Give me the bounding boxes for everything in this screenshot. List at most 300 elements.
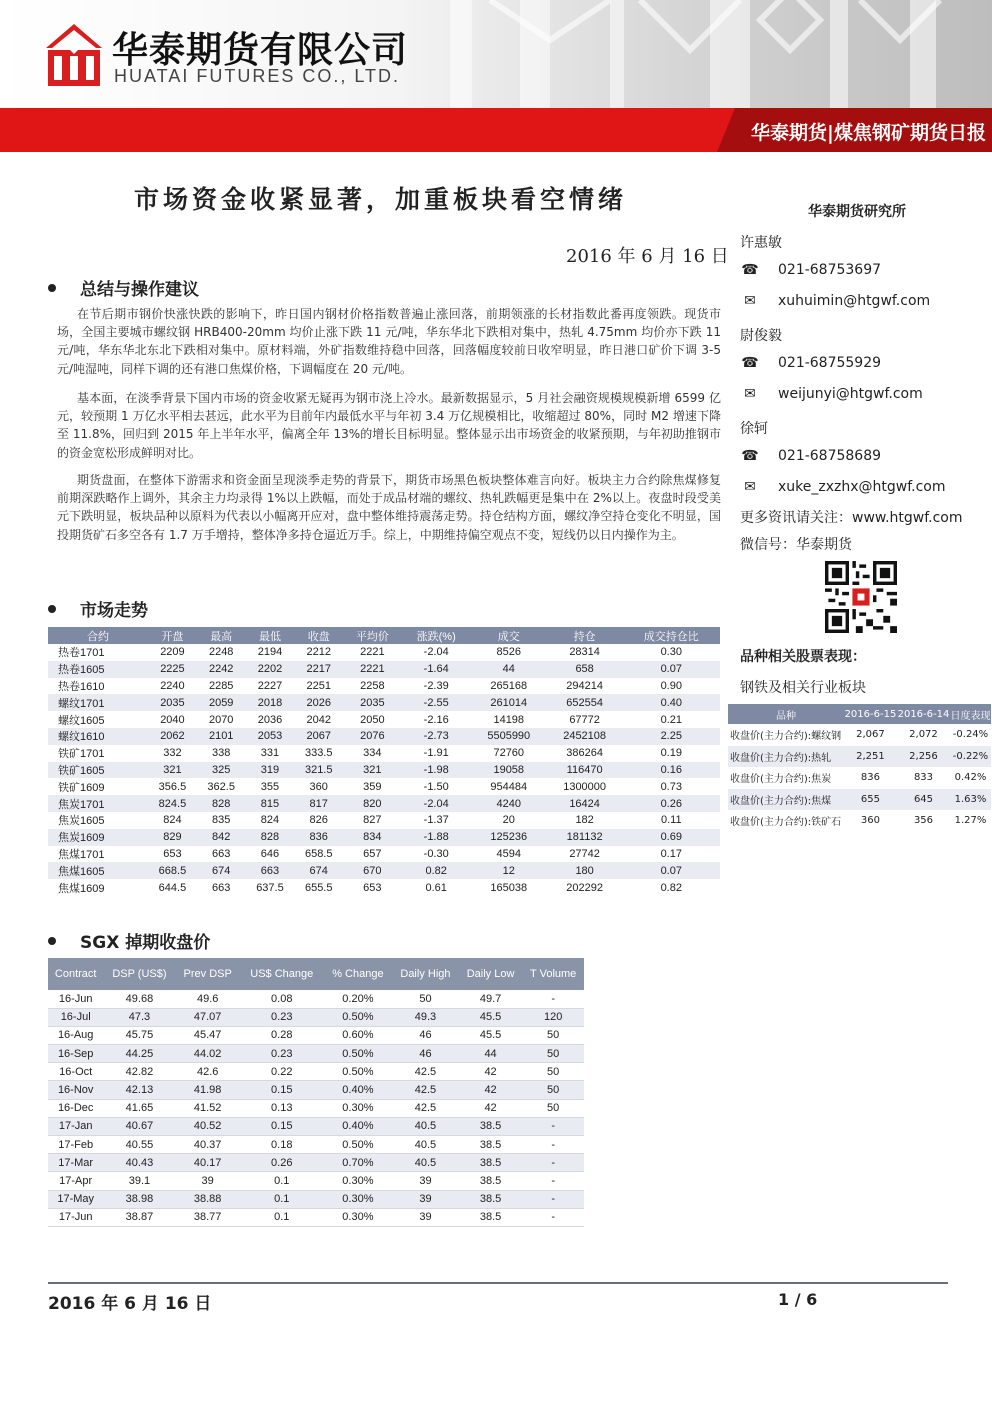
- table-cell: 38.5: [459, 1172, 522, 1190]
- table-cell: 0.15: [240, 1117, 324, 1135]
- table-cell: 50: [392, 990, 459, 1008]
- table-cell: 674: [197, 862, 246, 879]
- sgx-table: [48, 958, 584, 1227]
- table-cell: 0.13: [240, 1099, 324, 1117]
- table-cell: 49.6: [176, 990, 240, 1008]
- table-cell: 0.30%: [324, 1172, 392, 1190]
- table-cell: 2053: [246, 728, 295, 745]
- table-row: [48, 661, 720, 678]
- table-cell: 42.82: [103, 1063, 175, 1081]
- table-row: [48, 711, 720, 728]
- table-cell: 331: [260, 747, 280, 760]
- table-cell: 0.30%: [324, 1099, 392, 1117]
- table-cell: -: [522, 1117, 584, 1135]
- table-cell: -1.64: [402, 661, 471, 678]
- table-cell: 45.47: [176, 1026, 240, 1044]
- analyst-email[interactable]: ✉ xuke_zxzhx@htgwf.com: [740, 479, 945, 495]
- table-cell: 38.77: [176, 1208, 240, 1226]
- table-cell: 50: [522, 1099, 584, 1117]
- table-cell: 0.1: [240, 1208, 324, 1226]
- table-cell: 0.50%: [324, 1136, 392, 1154]
- table-cell: -: [522, 1190, 584, 1208]
- phone-icon: ☎: [741, 262, 759, 278]
- table-cell: 5505990: [471, 728, 547, 745]
- table-cell: 321.5: [294, 762, 343, 779]
- table-cell: 49.68: [103, 990, 175, 1008]
- table-cell: 668.5: [148, 862, 197, 879]
- sgx-table-header: [48, 958, 584, 990]
- table-cell: -: [522, 1136, 584, 1154]
- table-cell: 0.61: [425, 881, 447, 894]
- table-cell: 120: [522, 1008, 584, 1026]
- column-header: 合约: [48, 627, 148, 644]
- table-cell: 2040: [160, 713, 185, 726]
- table-cell: 40.5: [392, 1136, 459, 1154]
- table-cell: 45.75: [103, 1026, 175, 1044]
- table-cell: 39: [392, 1208, 459, 1226]
- table-cell: 954484: [490, 780, 528, 793]
- table-cell: 焦炭1605: [58, 815, 105, 828]
- company-name-en: HUATAI FUTURES CO., LTD.: [114, 66, 401, 86]
- page-number: 1 / 6: [778, 1290, 818, 1309]
- table-cell: 2,256: [897, 746, 950, 768]
- table-cell: 833: [913, 772, 934, 784]
- table-cell: 294214: [566, 679, 603, 692]
- table-cell: 2221: [343, 661, 401, 678]
- table-cell: 焦炭1609: [48, 829, 148, 846]
- table-row: [48, 795, 720, 812]
- table-cell: 41.52: [176, 1099, 240, 1117]
- table-cell: 2221: [360, 646, 385, 659]
- table-cell: 2062: [148, 728, 197, 745]
- analyst-name: 徐轲: [740, 421, 768, 437]
- table-cell: 0.42%: [954, 772, 987, 784]
- analyst-name: 尉俊毅: [740, 328, 782, 344]
- table-row: [48, 829, 720, 846]
- bullet-icon: [48, 284, 56, 292]
- column-header: 平均价: [343, 627, 401, 644]
- table-cell: 182: [575, 814, 594, 827]
- table-row: [48, 1008, 584, 1026]
- bullet-icon: [48, 605, 56, 613]
- report-date: 2016 年 6 月 16 日: [566, 246, 729, 267]
- table-cell: 2225: [148, 661, 197, 678]
- table-cell: 824: [163, 814, 182, 827]
- column-header: Prev DSP: [176, 958, 240, 990]
- table-cell: 72760: [493, 747, 525, 760]
- section-title: SGX 掉期收盘价: [80, 933, 211, 953]
- header-decoration-graphic: [430, 0, 992, 108]
- table-cell: 38.5: [459, 1208, 522, 1226]
- table-row: [48, 846, 720, 863]
- table-row: [48, 762, 720, 779]
- table-cell: 652554: [547, 694, 623, 711]
- sgx-table-body: [48, 990, 584, 1226]
- table-cell: 2035: [343, 694, 401, 711]
- table-cell: -0.24%: [952, 729, 989, 741]
- column-header: Daily Low: [459, 958, 522, 990]
- analyst-phone: ☎ 021-68755929: [741, 355, 882, 371]
- table-cell: 1300000: [563, 780, 607, 793]
- table-cell: 49.7: [459, 990, 522, 1008]
- phone-icon: ☎: [741, 448, 759, 464]
- table-cell: 焦煤1605: [48, 862, 148, 879]
- table-cell: 829: [148, 829, 197, 846]
- column-header: 品种: [728, 704, 844, 724]
- table-cell: 0.19: [660, 747, 682, 760]
- table-cell: 646: [260, 847, 280, 860]
- table-cell: 824.5: [148, 795, 197, 812]
- report-title: 市场资金收紧显著，加重板块看空情绪: [134, 185, 628, 214]
- table-cell: 828: [197, 795, 246, 812]
- qr-code-icon[interactable]: [825, 561, 897, 633]
- table-cell: 0.21: [660, 713, 682, 726]
- table-cell: 2217: [294, 661, 343, 678]
- analyst-phone: ☎ 021-68758689: [741, 448, 882, 464]
- table-row: [48, 1045, 584, 1063]
- table-cell: 2,067: [856, 729, 885, 741]
- table-cell: 0.26: [623, 795, 720, 812]
- table-cell: 0.23: [240, 1045, 324, 1063]
- table-cell: 38.5: [459, 1136, 522, 1154]
- table-cell: 38.87: [103, 1208, 175, 1226]
- table-cell: 17-May: [48, 1190, 103, 1208]
- column-header: 日度表现: [950, 704, 991, 724]
- stock-section-subtitle: 钢铁及相关行业板块: [740, 680, 866, 696]
- table-cell: 16-Aug: [48, 1026, 103, 1044]
- analyst-email[interactable]: ✉ xuhuimin@htgwf.com: [740, 293, 930, 309]
- table-cell: 38.5: [459, 1154, 522, 1172]
- table-cell: 16-Nov: [48, 1081, 103, 1099]
- table-cell: 4240: [471, 795, 547, 812]
- market-table-header: [48, 627, 720, 644]
- table-cell: 收盘价(主力合约):热轧: [728, 746, 844, 768]
- table-row: [48, 812, 720, 829]
- table-row: [48, 745, 720, 762]
- table-row: [48, 1154, 584, 1172]
- column-header: 持仓: [547, 627, 623, 644]
- table-cell: 40.55: [103, 1136, 175, 1154]
- table-cell: 28314: [569, 646, 600, 659]
- table-cell: 47.3: [103, 1008, 175, 1026]
- table-cell: 261014: [471, 694, 547, 711]
- table-cell: 360: [860, 815, 880, 827]
- table-row: [48, 728, 720, 745]
- column-header: Contract: [48, 958, 103, 990]
- envelope-icon: ✉: [744, 293, 756, 309]
- table-cell: 333.5: [304, 747, 333, 760]
- table-cell: 670: [343, 862, 401, 879]
- table-row: [48, 990, 584, 1008]
- table-cell: 842: [197, 829, 246, 846]
- table-cell: 0.15: [240, 1081, 324, 1099]
- table-row: [48, 1190, 584, 1208]
- table-row: [728, 746, 991, 768]
- table-cell: 收盘价(主力合约):螺纹钢: [730, 731, 842, 743]
- table-cell: 38.5: [459, 1190, 522, 1208]
- table-cell: 螺纹1610: [48, 728, 148, 745]
- table-cell: 0.30: [660, 646, 682, 659]
- table-cell: 44: [471, 661, 547, 678]
- table-cell: 12: [471, 862, 547, 879]
- table-cell: -1.50: [423, 780, 449, 793]
- table-cell: 827: [363, 814, 382, 827]
- table-cell: 0.11: [660, 814, 682, 827]
- table-cell: -2.04: [423, 646, 449, 659]
- table-cell: -: [522, 990, 584, 1008]
- phone-icon: ☎: [741, 355, 759, 371]
- table-cell: 674: [294, 862, 343, 879]
- column-header: 成交: [471, 627, 547, 644]
- table-cell: 2452108: [547, 728, 623, 745]
- stock-performance-table: [728, 704, 991, 832]
- table-cell: 42.6: [176, 1063, 240, 1081]
- table-cell: 0.50%: [324, 1008, 392, 1026]
- table-cell: 644.5: [158, 881, 187, 894]
- table-cell: -1.88: [402, 829, 471, 846]
- table-cell: 焦煤1609: [58, 882, 105, 895]
- table-cell: 39: [392, 1172, 459, 1190]
- table-cell: 0.28: [240, 1026, 324, 1044]
- table-cell: 356.5: [158, 780, 187, 793]
- table-row: [48, 1172, 584, 1190]
- table-cell: 16-Dec: [48, 1099, 103, 1117]
- column-header: US$ Change: [240, 958, 324, 990]
- table-cell: 663: [212, 881, 231, 894]
- table-cell: 360: [309, 780, 328, 793]
- table-row: [48, 694, 720, 711]
- table-cell: 17-Apr: [48, 1172, 103, 1190]
- table-cell: 663: [212, 847, 231, 860]
- page-header: [0, 0, 992, 152]
- table-cell: 2240: [160, 679, 185, 692]
- table-cell: -1.37: [423, 814, 449, 827]
- table-cell: 655: [844, 789, 897, 811]
- table-cell: 50: [522, 1081, 584, 1099]
- table-cell: 325: [197, 762, 246, 779]
- table-row: [48, 879, 720, 896]
- research-institute: 华泰期货研究所: [808, 204, 906, 220]
- table-cell: -1.91: [423, 747, 449, 760]
- table-cell: 2059: [197, 694, 246, 711]
- table-cell: 2209: [160, 646, 185, 659]
- table-cell: 319: [246, 762, 295, 779]
- table-cell: 2,251: [844, 746, 897, 768]
- table-cell: 16-Sep: [48, 1045, 103, 1063]
- analyst-phone: ☎ 021-68753697: [741, 262, 882, 278]
- table-cell: 0.23: [240, 1008, 324, 1026]
- table-cell: 42.5: [392, 1063, 459, 1081]
- table-cell: 17-Mar: [48, 1154, 103, 1172]
- huatai-logo: [46, 24, 102, 86]
- table-cell: 20: [502, 814, 515, 827]
- table-cell: -1.98: [402, 762, 471, 779]
- footer-divider: [48, 1282, 948, 1284]
- column-header: 涨跌(%): [402, 627, 471, 644]
- table-cell: 321: [343, 762, 401, 779]
- table-cell: 180: [547, 862, 623, 879]
- table-cell: 824: [260, 814, 280, 827]
- table-cell: 834: [343, 829, 401, 846]
- table-cell: 42.13: [103, 1081, 175, 1099]
- column-header: DSP (US$): [103, 958, 175, 990]
- table-cell: 0.82: [402, 862, 471, 879]
- table-cell: 0.40%: [324, 1117, 392, 1135]
- section-header-summary: [48, 275, 199, 300]
- column-header: 成交持仓比: [623, 627, 720, 644]
- table-cell: 0.17: [660, 847, 682, 860]
- section-title: 市场走势: [80, 601, 148, 621]
- table-cell: 50: [522, 1026, 584, 1044]
- table-cell: 44.02: [176, 1045, 240, 1063]
- table-cell: -2.39: [423, 679, 449, 692]
- table-cell: 焦炭1701: [48, 795, 148, 812]
- table-cell: 收盘价(主力合约):焦炭: [730, 774, 832, 786]
- table-cell: 2070: [208, 713, 234, 726]
- table-cell: 40.43: [103, 1154, 175, 1172]
- table-cell: 收盘价(主力合约):铁矿石: [730, 817, 842, 829]
- table-cell: 637.5: [256, 881, 284, 894]
- table-cell: 19058: [471, 762, 547, 779]
- table-row: [48, 1136, 584, 1154]
- table-cell: 41.65: [103, 1099, 175, 1117]
- table-cell: 2076: [343, 728, 401, 745]
- table-cell: 386264: [566, 747, 603, 760]
- table-cell: 热卷1610: [58, 680, 105, 693]
- table-cell: 332: [163, 747, 182, 760]
- table-cell: 2050: [360, 713, 385, 726]
- paragraph-1: 在节后期市钢价快涨快跌的影响下，昨日国内钢材价格指数普遍止涨回落，前期领涨的长材指数此番再度领跌。现货市场，全国主要城市螺纹钢 HRB400-20mm 均价止涨下跌 11 元/吨，华东华北下跌相对集中，热轧 4.75mm 均价亦下跌 11 元/吨，华东华北东北下跌相对集中。原材料端，外矿指数维持稳中回落，回落幅度较前日收窄明显，昨日港口矿价下调 3-5 元/吨湿吨，同样下调的还有港口焦煤价格，下调幅度在 20 元/吨。: [57, 307, 721, 376]
- table-cell: 40.67: [103, 1117, 175, 1135]
- table-cell: 46: [392, 1026, 459, 1044]
- table-cell: 45.5: [459, 1026, 522, 1044]
- table-cell: 39: [392, 1190, 459, 1208]
- column-header: 最高: [197, 627, 246, 644]
- column-header: 2016-6-15: [844, 704, 897, 724]
- table-row: [48, 1026, 584, 1044]
- table-cell: 40.17: [176, 1154, 240, 1172]
- table-cell: 2202: [246, 661, 295, 678]
- table-cell: 0.26: [240, 1154, 324, 1172]
- table-cell: 836: [860, 772, 880, 784]
- envelope-icon: ✉: [744, 479, 756, 495]
- table-cell: 42.5: [392, 1099, 459, 1117]
- table-cell: 0.30%: [324, 1190, 392, 1208]
- table-cell: -2.55: [402, 694, 471, 711]
- paragraph-3: 期货盘面，在整体下游需求和资金面呈现淡季走势的背景下，期货市场黑色板块整体难言向好。板块主力合约除焦煤修复前期深跌略作上调外，其余主力均录得 1%以上跌幅，而处于成品材端的螺纹、热轧跌幅更是集中在 2%以上。夜盘时段受美元下跌明显，板块品种以原料为代表以小幅离开应对，盘中整体维持震荡走势。持仓结构方面，螺纹净空持仓变化不明显，国投期货矿石多空各有 1.7 万手增持，整体净多持仓逼近万手。综上，中期维持偏空观点不变，短线仍以日内操作为主。: [57, 473, 721, 542]
- table-cell: 2242: [197, 661, 246, 678]
- table-row: [48, 862, 720, 879]
- wechat-id: 微信号：华泰期货: [740, 537, 852, 553]
- table-cell: 热卷1605: [48, 661, 148, 678]
- analyst-email[interactable]: ✉ weijunyi@htgwf.com: [740, 386, 923, 402]
- table-cell: 181132: [547, 829, 623, 846]
- table-cell: 0.20%: [324, 990, 392, 1008]
- table-cell: 820: [343, 795, 401, 812]
- table-row: [48, 1099, 584, 1117]
- table-cell: 铁矿1609: [58, 781, 105, 794]
- report-name: 华泰期货|煤焦钢矿期货日报: [751, 122, 986, 144]
- table-cell: 46: [392, 1045, 459, 1063]
- table-cell: 0.90: [660, 679, 682, 692]
- table-cell: 836: [294, 829, 343, 846]
- table-cell: 40.37: [176, 1136, 240, 1154]
- table-cell: 热卷1701: [58, 647, 105, 660]
- table-cell: 658.5: [304, 847, 333, 860]
- table-cell: 40.5: [392, 1117, 459, 1135]
- more-info-link[interactable]: 更多资讯请关注：www.htgwf.com: [740, 510, 963, 526]
- table-cell: 42: [459, 1099, 522, 1117]
- table-cell: 17-Feb: [48, 1136, 103, 1154]
- table-row: [48, 1208, 584, 1226]
- table-cell: -: [522, 1172, 584, 1190]
- table-cell: 2042: [306, 713, 331, 726]
- table-cell: 42.5: [392, 1081, 459, 1099]
- table-cell: 2285: [208, 679, 234, 692]
- table-cell: 8526: [496, 646, 521, 659]
- table-cell: 17-Jan: [48, 1117, 103, 1135]
- table-cell: 265168: [490, 679, 528, 692]
- table-cell: -: [522, 1208, 584, 1226]
- table-cell: 47.07: [176, 1008, 240, 1026]
- table-cell: 2258: [360, 679, 385, 692]
- table-cell: 116470: [547, 762, 623, 779]
- table-cell: 0.16: [623, 762, 720, 779]
- table-cell: 321: [148, 762, 197, 779]
- table-cell: 2248: [208, 646, 234, 659]
- table-cell: 收盘价(主力合约):焦煤: [728, 789, 844, 811]
- table-cell: 50: [522, 1063, 584, 1081]
- table-cell: 0.1: [240, 1172, 324, 1190]
- company-name-cn: 华泰期货有限公司: [112, 30, 409, 71]
- table-cell: 0.50%: [324, 1063, 392, 1081]
- section-title: 总结与操作建议: [80, 280, 199, 300]
- table-cell: 2018: [246, 694, 295, 711]
- table-cell: 39: [176, 1172, 240, 1190]
- table-cell: -2.16: [423, 713, 449, 726]
- table-row: [728, 810, 991, 832]
- table-cell: 40.5: [392, 1154, 459, 1172]
- table-cell: -0.22%: [950, 746, 991, 768]
- table-cell: 焦煤1701: [58, 848, 105, 861]
- table-cell: 202292: [566, 881, 603, 894]
- table-cell: 0.82: [660, 881, 682, 894]
- table-cell: 0.40: [623, 694, 720, 711]
- table-cell: 0.50%: [324, 1045, 392, 1063]
- table-cell: 645: [897, 789, 950, 811]
- table-cell: 0.30%: [324, 1208, 392, 1226]
- table-cell: 44.25: [103, 1045, 175, 1063]
- market-table: [48, 627, 720, 896]
- table-cell: 40.52: [176, 1117, 240, 1135]
- stock-section-title: 品种相关股票表现：: [740, 649, 866, 665]
- table-cell: 1.27%: [954, 815, 987, 827]
- table-cell: 653: [163, 847, 182, 860]
- column-header: 2016-6-14: [897, 704, 950, 724]
- table-row: [48, 778, 720, 795]
- table-cell: -2.73: [402, 728, 471, 745]
- table-cell: 16424: [547, 795, 623, 812]
- table-cell: 2.25: [623, 728, 720, 745]
- table-cell: 2067: [294, 728, 343, 745]
- table-cell: 41.98: [176, 1081, 240, 1099]
- table-cell: 0.08: [240, 990, 324, 1008]
- table-cell: 2036: [257, 713, 283, 726]
- table-cell: 655.5: [304, 881, 333, 894]
- table-cell: 16-Jul: [48, 1008, 103, 1026]
- table-cell: 0.18: [240, 1136, 324, 1154]
- table-cell: 0.07: [623, 862, 720, 879]
